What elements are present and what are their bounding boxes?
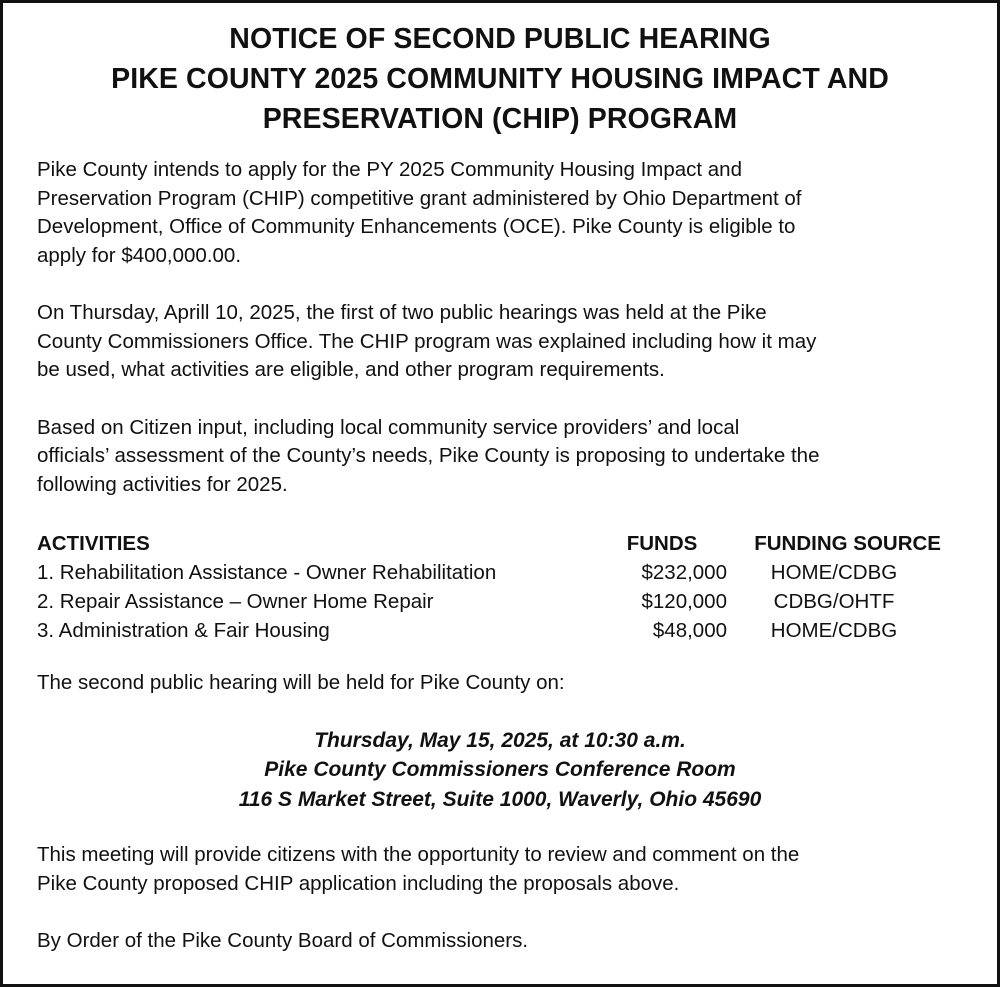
opportunity-paragraph bbox=[37, 841, 963, 898]
funds-cell: $120,000 bbox=[641, 590, 727, 613]
table-row bbox=[37, 558, 963, 587]
notice-title bbox=[37, 19, 963, 139]
activity-cell: 1. Rehabilitation Assistance - Owner Rehabilitation bbox=[37, 561, 497, 584]
paragraph-line: Preservation Program (CHIP) competitive grant administered by Ohio Department of bbox=[37, 186, 802, 210]
header-activities: ACTIVITIES bbox=[37, 532, 150, 555]
meeting-details bbox=[37, 726, 963, 815]
table-row bbox=[37, 616, 963, 645]
funds-cell: $48,000 bbox=[652, 619, 727, 642]
title-line: PIKE COUNTY 2025 COMMUNITY HOUSING IMPACT AND bbox=[111, 63, 889, 95]
meeting-date: Thursday, May 15, 2025, at 10:30 a.m. bbox=[314, 728, 686, 752]
paragraph-line: apply for $400,000.00. bbox=[37, 243, 242, 267]
paragraph-line: On Thursday, Aprill 10, 2025, the first of two public hearings was held at the Pike bbox=[37, 301, 767, 324]
paragraph-line: Pike County intends to apply for the PY 2025 Community Housing Impact and bbox=[37, 158, 742, 181]
source-cell: HOME/CDBG bbox=[770, 619, 898, 642]
meeting-location: Pike County Commissioners Conference Room bbox=[264, 758, 736, 781]
table-row bbox=[37, 587, 963, 616]
first-hearing-paragraph bbox=[37, 299, 963, 385]
source-cell: HOME/CDBG bbox=[770, 561, 898, 584]
paragraph-line: Pike County proposed CHIP application including the proposals above. bbox=[37, 871, 680, 895]
activity-cell: 2. Repair Assistance – Owner Home Repair bbox=[37, 590, 434, 613]
order-signature: By Order of the Pike County Board of Commissioners. bbox=[37, 929, 529, 952]
funds-cell: $232,000 bbox=[641, 561, 727, 584]
paragraph-line: Development, Office of Community Enhancements (OCE). Pike County is eligible to bbox=[37, 215, 796, 238]
paragraph-line: be used, what activities are eligible, and other program requirements. bbox=[37, 358, 665, 381]
paragraph-line: Based on Citizen input, including local community service providers’ and local bbox=[37, 415, 740, 439]
title-line: NOTICE OF SECOND PUBLIC HEARING bbox=[229, 23, 771, 55]
paragraph-line: This meeting will provide citizens with the opportunity to review and comment on the bbox=[37, 843, 800, 866]
header-funding-source: FUNDING SOURCE bbox=[754, 532, 941, 555]
table-header-row bbox=[37, 529, 963, 558]
source-cell: CDBG/OHTF bbox=[773, 590, 895, 613]
activities-table bbox=[37, 529, 963, 645]
title-line: PRESERVATION (CHIP) PROGRAM bbox=[262, 103, 738, 135]
paragraph-line: following activities for 2025. bbox=[37, 472, 288, 496]
activity-cell: 3. Administration & Fair Housing bbox=[37, 619, 330, 642]
header-funds: FUNDS bbox=[626, 532, 698, 555]
second-hearing-paragraph: The second public hearing will be held for Pike County on: bbox=[37, 671, 565, 694]
meeting-address: 116 S Market Street, Suite 1000, Waverly, Ohio 45690 bbox=[238, 787, 762, 811]
citizen-input-paragraph bbox=[37, 414, 963, 500]
intro-paragraph bbox=[37, 156, 963, 270]
paragraph-line: officials’ assessment of the County’s needs, Pike County is proposing to undertake the bbox=[37, 444, 820, 467]
paragraph-line: County Commissioners Office. The CHIP program was explained including how it may bbox=[37, 329, 817, 353]
